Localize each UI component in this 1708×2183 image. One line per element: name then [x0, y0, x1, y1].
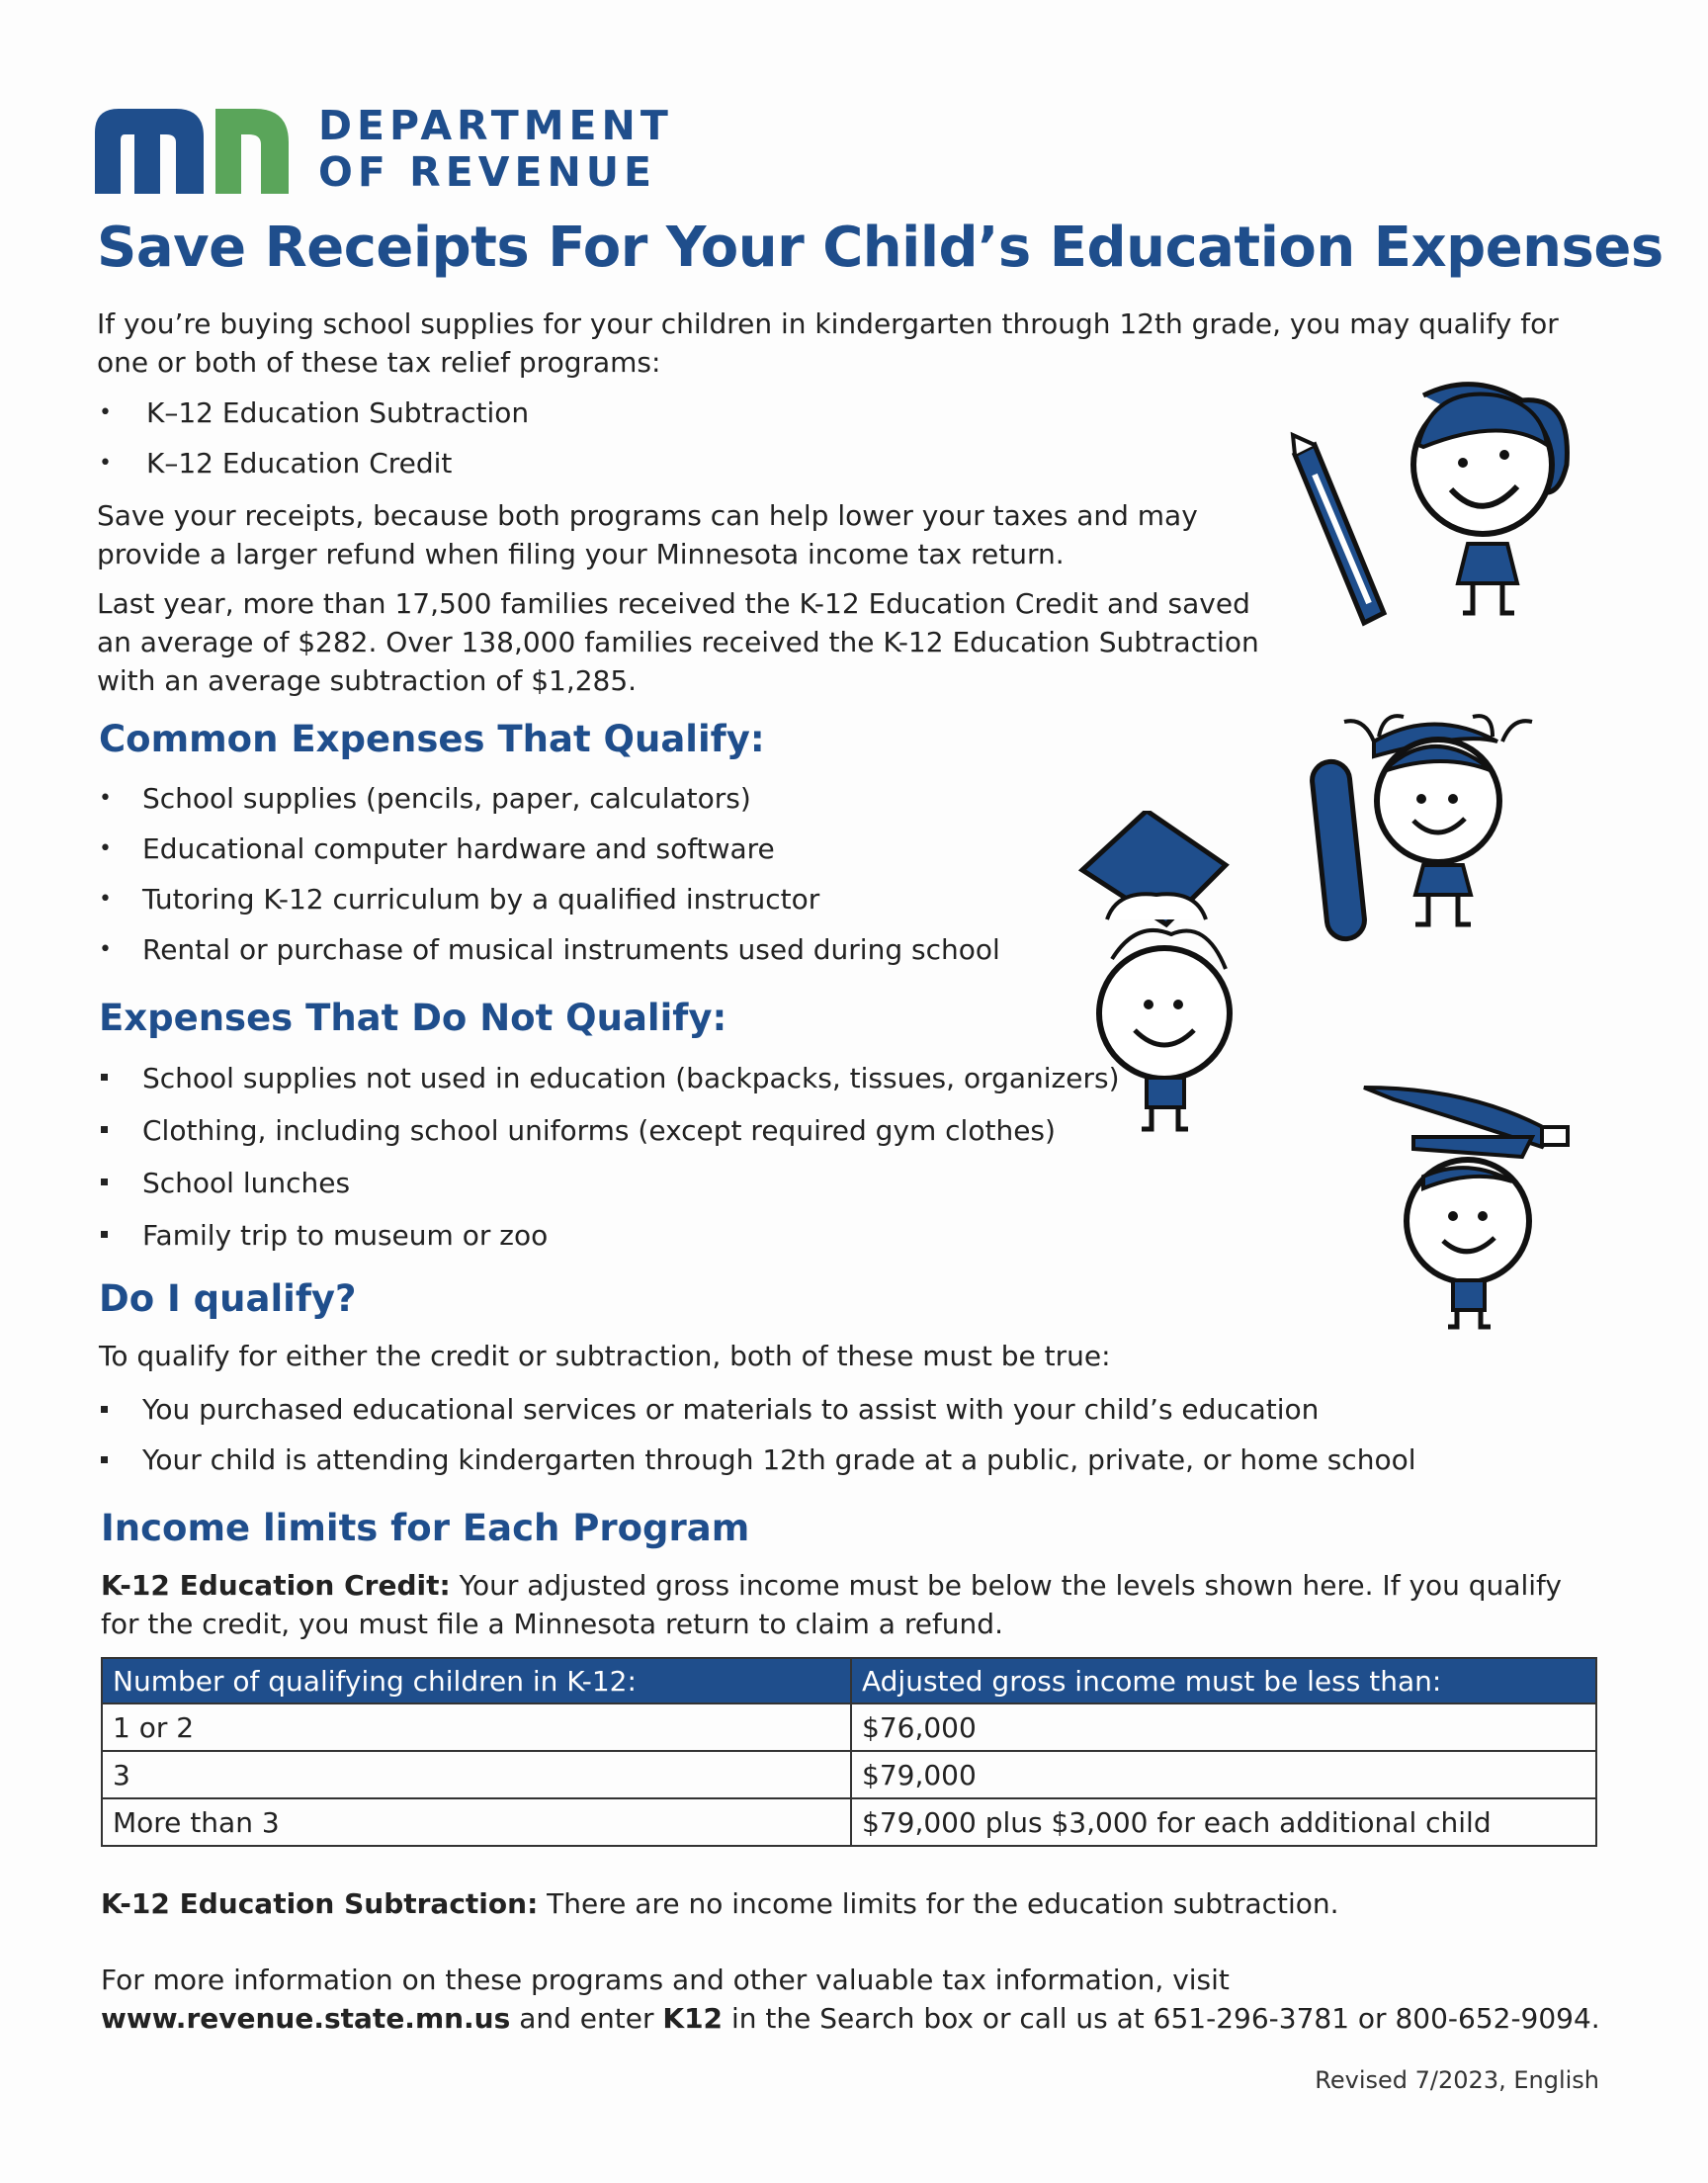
table-header-row — [102, 1658, 1596, 1703]
table-row — [102, 1751, 1596, 1798]
intro-paragraph: If you’re buying school supplies for your children in kindergarten through 12th grade, you may qualify for one or both of these tax relief programs: — [97, 307, 1559, 379]
list-item: • K–12 Education Subtraction — [99, 388, 529, 438]
programs-list — [99, 388, 529, 488]
girl-with-pencil-illustration — [1285, 376, 1581, 633]
list-item: Clothing, including school uniforms (except required gym clothes) — [99, 1104, 1120, 1157]
subtraction-text: There are no income limits for the education subtraction. — [538, 1887, 1339, 1920]
department-line-1: DEPARTMENT — [318, 102, 673, 149]
more-info-paragraph — [101, 1961, 1613, 2038]
credit-label: K-12 Education Credit: — [101, 1569, 451, 1602]
do-i-qualify-list — [99, 1384, 1415, 1485]
table-cell: 1 or 2 — [102, 1703, 851, 1751]
table-row — [102, 1798, 1596, 1846]
page-title: Save Receipts For Your Child’s Education Expenses — [97, 216, 1664, 280]
list-item: • School supplies (pencils, paper, calculators) — [99, 773, 1000, 824]
department-name — [318, 103, 673, 196]
more-info-text: For more information on these programs and other valuable tax information, visit — [101, 1964, 1230, 1996]
list-item: School lunches — [99, 1157, 1120, 1209]
save-receipts-paragraph: Save your receipts, because both programs can help lower your taxes and may provide a larger refund when filing your Minnesota income tax return. — [97, 499, 1198, 570]
qualify-list — [99, 773, 1000, 975]
stats-paragraph: Last year, more than 17,500 families received the K-12 Education Credit and saved an average of $282. Over 138,000 families received the K-12 Education Subtraction with an average subtraction of $1,285. — [97, 587, 1259, 697]
revision-note: Revised 7/2023, English — [1315, 2066, 1599, 2094]
website-link[interactable]: www.revenue.state.mn.us — [101, 2002, 511, 2035]
table-cell: $79,000 — [851, 1751, 1596, 1798]
qualify-heading: Common Expenses That Qualify: — [99, 718, 765, 760]
list-item: School supplies not used in education (backpacks, tissues, organizers) — [99, 1052, 1120, 1104]
list-item: • Rental or purchase of musical instruments used during school — [99, 924, 1000, 975]
table-cell: More than 3 — [102, 1798, 851, 1846]
column-header: Number of qualifying children in K-12: — [102, 1658, 851, 1703]
income-limits-table — [101, 1657, 1597, 1847]
subtraction-paragraph — [101, 1884, 1339, 1923]
subtraction-label: K-12 Education Subtraction: — [101, 1887, 539, 1920]
table-cell: $76,000 — [851, 1703, 1596, 1751]
list-item: You purchased educational services or materials to assist with your child’s education — [99, 1384, 1415, 1435]
table-row — [102, 1703, 1596, 1751]
not-qualify-list — [99, 1052, 1120, 1262]
more-info-text: in the Search box or call us at 651-296-3781 or 800-652-9094. — [723, 2002, 1600, 2035]
not-qualify-heading: Expenses That Do Not Qualify: — [99, 997, 727, 1039]
credit-paragraph — [101, 1566, 1603, 1643]
department-line-2: OF REVENUE — [318, 148, 657, 196]
table-cell: $79,000 plus $3,000 for each additional child — [851, 1798, 1596, 1846]
more-info-text: and enter — [510, 2002, 663, 2035]
do-i-qualify-intro: To qualify for either the credit or subtraction, both of these must be true: — [99, 1340, 1111, 1372]
do-i-qualify-heading: Do I qualify? — [99, 1277, 357, 1320]
girl-with-pen-illustration — [1305, 712, 1562, 969]
table-cell: 3 — [102, 1751, 851, 1798]
boy-with-book-illustration — [1077, 811, 1245, 1137]
income-heading: Income limits for Each Program — [101, 1507, 750, 1549]
list-item: Family trip to museum or zoo — [99, 1209, 1120, 1262]
boy-with-pen-illustration — [1354, 1078, 1572, 1335]
list-item: • Tutoring K-12 curriculum by a qualified instructor — [99, 874, 1000, 924]
mn-logo — [95, 107, 293, 194]
list-item: • K–12 Education Credit — [99, 438, 529, 488]
credit-text: Your adjusted gross income must be below the levels shown here. If you qualify for the credit, you must file a Minnesota return to claim a refund. — [101, 1569, 1562, 1640]
list-item: • Educational computer hardware and software — [99, 824, 1000, 874]
column-header: Adjusted gross income must be less than: — [851, 1658, 1596, 1703]
search-term: K12 — [662, 2002, 724, 2035]
list-item: Your child is attending kindergarten through 12th grade at a public, private, or home school — [99, 1435, 1415, 1485]
